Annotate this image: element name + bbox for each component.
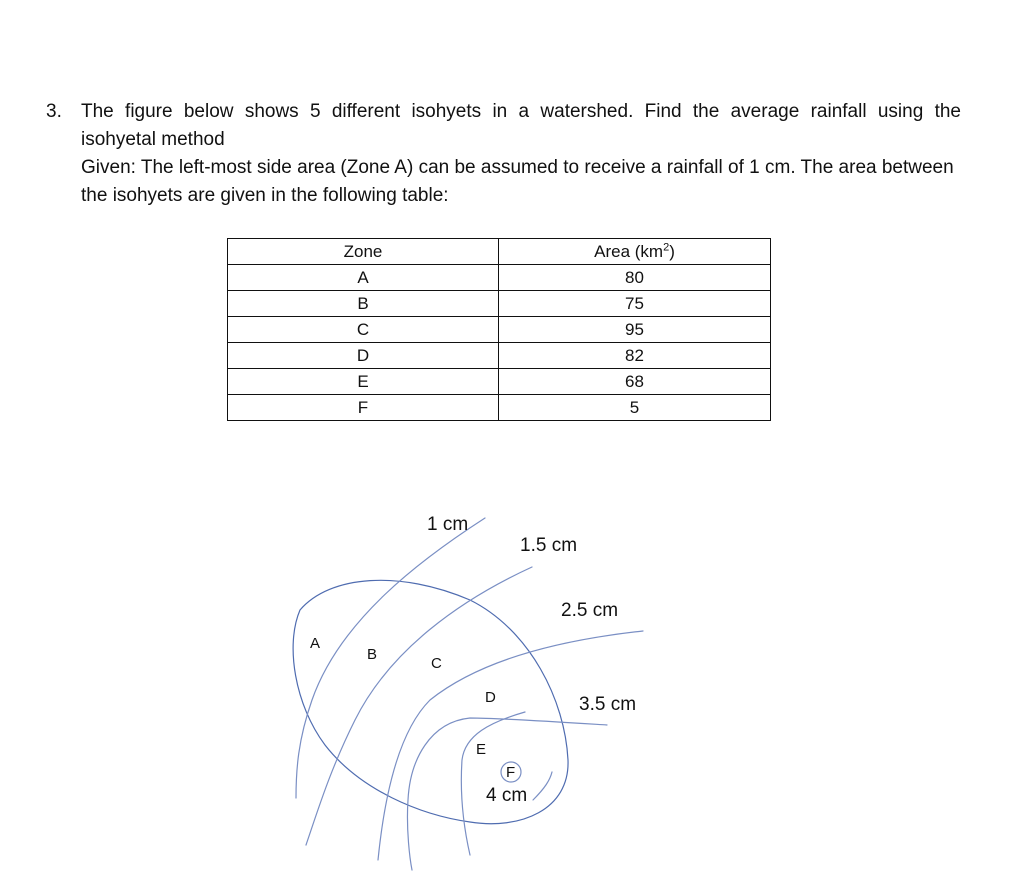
area-cell: 68	[499, 369, 771, 395]
zone-label-e: E	[476, 741, 487, 758]
zone-cell: E	[228, 369, 499, 395]
label-2-5cm: 2.5 cm	[561, 600, 619, 621]
zone-label-c: C	[431, 655, 442, 672]
zone-cell: D	[228, 343, 499, 369]
label-1cm: 1 cm	[427, 514, 469, 535]
question-line-4: the isohyets are given in the following table:	[81, 185, 449, 206]
zone-cell: B	[228, 291, 499, 317]
isohyet-1cm	[296, 518, 485, 798]
isohyet-2-5cm	[378, 631, 643, 860]
header-zone: Zone	[228, 239, 499, 265]
question-line-3: Given: The left-most side area (Zone A) can be assumed to receive a rainfall of 1 cm. The area between	[81, 157, 954, 178]
area-cell: 5	[499, 395, 771, 421]
zone-label-d: D	[485, 689, 496, 706]
zone-label-f: F	[506, 764, 516, 781]
question-line-2: isohyetal method	[81, 129, 225, 150]
area-cell: 80	[499, 265, 771, 291]
question-line-1: The figure below shows 5 different isohyets in a watershed. Find the average rainfall using the	[81, 101, 961, 122]
header-area-close: )	[669, 241, 675, 261]
zone-label-b: B	[367, 646, 378, 663]
header-area-superscript: 2	[663, 240, 670, 253]
area-cell: 82	[499, 343, 771, 369]
zone-cell: F	[228, 395, 499, 421]
isohyet-inner-e	[461, 712, 528, 855]
label-4cm: 4 cm	[486, 785, 528, 806]
isohyet-4cm-leader	[533, 772, 552, 800]
header-area-text: Area (km	[594, 241, 664, 261]
area-cell: 95	[499, 317, 771, 343]
question-number: 3.	[46, 101, 62, 122]
zone-cell: A	[228, 265, 499, 291]
zone-cell: C	[228, 317, 499, 343]
zone-label-a: A	[310, 635, 321, 652]
area-cell: 75	[499, 291, 771, 317]
label-1-5cm: 1.5 cm	[520, 535, 578, 556]
label-3-5cm: 3.5 cm	[579, 694, 637, 715]
